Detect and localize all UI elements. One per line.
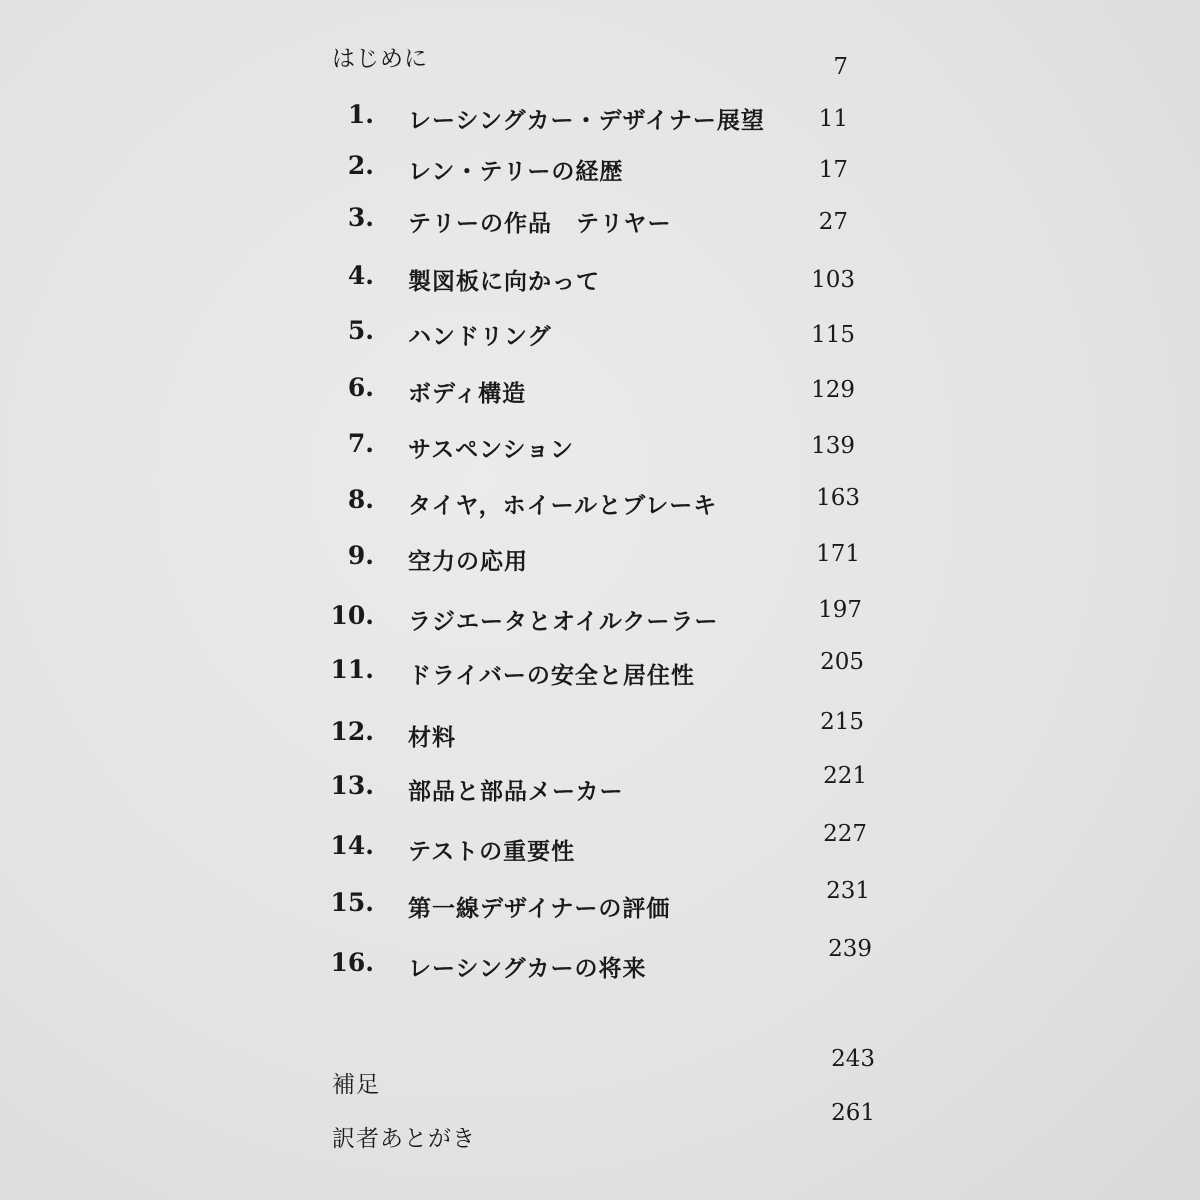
toc-entry-back <box>0 1100 1200 1160</box>
chapter-page: 17 <box>818 157 848 183</box>
chapter-page: 139 <box>811 433 855 459</box>
toc-entry-chapter <box>0 543 1200 583</box>
chapter-page: 115 <box>811 322 855 348</box>
chapter-title: テストの重要性 <box>408 839 576 865</box>
toc-entry-chapter <box>0 821 1200 873</box>
chapter-number: 12. <box>330 717 374 746</box>
chapter-title: テリーの作品 テリヤー <box>408 211 672 237</box>
chapter-page: 231 <box>826 878 870 904</box>
chapter-title: ドライバーの安全と居住性 <box>408 663 695 689</box>
toc-entry-chapter <box>0 763 1200 813</box>
chapter-number: 1. <box>347 100 374 129</box>
chapter-number: 4. <box>347 261 374 290</box>
chapter-page: 171 <box>816 541 860 567</box>
chapter-number: 6. <box>347 373 374 402</box>
chapter-number: 8. <box>347 485 374 514</box>
entry-title: 補足 <box>332 1072 380 1098</box>
chapter-title: ラジエータとオイルクーラー <box>408 609 719 635</box>
chapter-title: 第一線デザイナーの評価 <box>408 896 671 922</box>
chapter-title: レン・テリーの経歴 <box>408 159 624 185</box>
entry-title: 訳者あとがき <box>332 1126 476 1152</box>
toc-entry-chapter <box>0 597 1200 643</box>
chapter-number: 7. <box>347 429 374 458</box>
chapter-number: 14. <box>330 831 374 860</box>
chapter-page: 205 <box>820 649 864 675</box>
chapter-title: 部品と部品メーカー <box>408 779 624 805</box>
chapter-page: 221 <box>823 763 867 789</box>
chapter-number: 3. <box>347 203 374 232</box>
chapter-page: 215 <box>820 709 864 735</box>
chapter-page: 163 <box>816 485 860 511</box>
chapter-title: ボディ構造 <box>408 381 527 407</box>
chapter-number: 2. <box>347 151 374 180</box>
entry-page: 7 <box>833 54 848 80</box>
toc-entry-back <box>0 1046 1200 1106</box>
chapter-title: レーシングカーの将来 <box>408 956 647 982</box>
chapter-number: 15. <box>330 888 374 917</box>
entry-page: 261 <box>831 1100 875 1126</box>
chapter-number: 11. <box>330 655 374 684</box>
toc-entry-chapter <box>0 153 1200 193</box>
chapter-title: 製図板に向かって <box>408 269 600 295</box>
toc-entry-chapter <box>0 936 1200 990</box>
chapter-number: 10. <box>330 601 374 630</box>
toc-entry-chapter <box>0 375 1200 415</box>
chapter-number: 9. <box>347 541 374 570</box>
chapter-page: 227 <box>823 821 867 847</box>
entry-title: はじめに <box>332 46 428 72</box>
chapter-page: 239 <box>828 936 872 962</box>
chapter-page: 103 <box>811 267 855 293</box>
chapter-title: タイヤ，ホイールとブレーキ <box>408 493 718 519</box>
toc-entry-chapter <box>0 709 1200 759</box>
toc-entry-chapter <box>0 878 1200 930</box>
toc-entry-chapter <box>0 205 1200 245</box>
chapter-page: 197 <box>818 597 862 623</box>
toc-entry-chapter <box>0 487 1200 527</box>
chapter-title: ハンドリング <box>408 324 552 350</box>
chapter-page: 11 <box>818 106 848 132</box>
chapter-page: 27 <box>818 209 848 235</box>
toc-entry-chapter <box>0 431 1200 471</box>
chapter-title: 空力の応用 <box>408 549 528 575</box>
toc-entry-chapter <box>0 263 1200 303</box>
toc-entry-chapter <box>0 649 1200 697</box>
entry-page: 243 <box>831 1046 875 1072</box>
chapter-page: 129 <box>811 377 855 403</box>
chapter-number: 5. <box>347 316 374 345</box>
chapter-number: 13. <box>330 771 374 800</box>
chapter-number: 16. <box>330 948 374 977</box>
toc-entry-front <box>0 40 1200 80</box>
toc-entry-chapter <box>0 102 1200 142</box>
chapter-title: 材料 <box>408 725 456 751</box>
chapter-title: レーシングカー・デザイナー展望 <box>408 108 765 134</box>
toc-entry-chapter <box>0 318 1200 358</box>
chapter-title: サスペンション <box>408 437 575 463</box>
